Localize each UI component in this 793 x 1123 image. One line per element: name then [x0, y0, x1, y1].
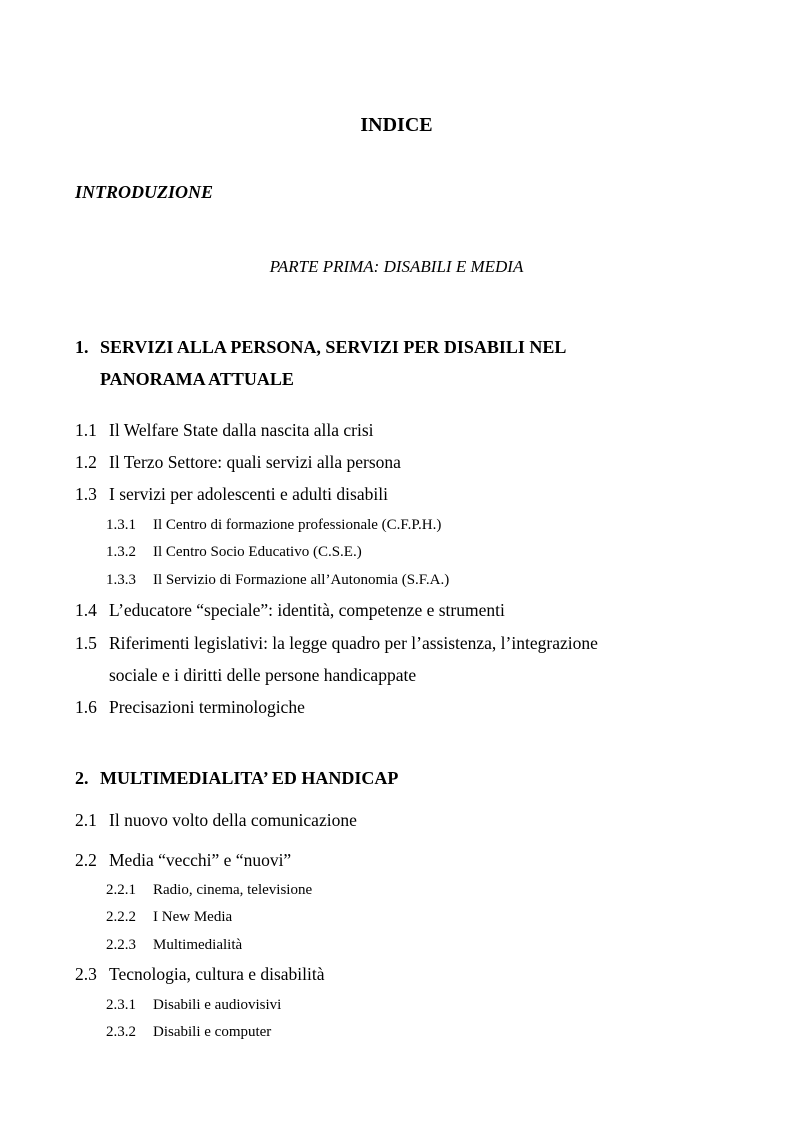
toc-subentry [106, 572, 449, 589]
section-number: 1.1 [75, 420, 97, 440]
section-title: Riferimenti legislativi: la legge quadro per l’assistenza, l’integrazione [109, 633, 598, 653]
toc-entry [75, 964, 325, 985]
subsection-title: Disabili e computer [153, 1024, 272, 1040]
section-title: Il Terzo Settore: quali servizi alla persona [109, 452, 401, 472]
toc-entry [75, 810, 357, 831]
toc-entry [75, 452, 401, 473]
toc-entry-cont: sociale e i diritti delle persone handicappate [109, 665, 417, 685]
toc-entry [75, 697, 305, 718]
section-number: 2.1 [75, 810, 97, 830]
toc-entry [75, 633, 598, 654]
subsection-title: Il Servizio di Formazione all’Autonomia (S.F.A.) [153, 572, 450, 588]
section-number: 1.6 [75, 697, 97, 717]
section-title: I servizi per adolescenti e adulti disabili [109, 484, 388, 504]
section-number: 1.2 [75, 452, 97, 472]
section-number: 1.4 [75, 600, 97, 620]
subsection-number: 2.2.2 [106, 909, 136, 925]
subsection-title: Il Centro di formazione professionale (C.F.P.H.) [153, 517, 442, 533]
chapter-number: 2. [75, 768, 89, 788]
toc-entry [75, 600, 505, 621]
chapter-title: SERVIZI ALLA PERSONA, SERVIZI PER DISABILI NEL [100, 337, 567, 357]
chapter-2-heading [75, 768, 398, 789]
subsection-title: Multimedialità [153, 937, 243, 953]
chapter-1-heading [75, 337, 566, 358]
section-title: L’educatore “speciale”: identità, competenze e strumenti [109, 600, 505, 620]
toc-introduction: INTRODUZIONE [75, 182, 214, 202]
page-title: INDICE [360, 114, 433, 136]
section-title: Il nuovo volto della comunicazione [109, 810, 357, 830]
section-title: Media “vecchi” e “nuovi” [109, 850, 292, 870]
chapter-number: 1. [75, 337, 89, 357]
subsection-number: 1.3.1 [106, 517, 136, 533]
section-number: 2.3 [75, 964, 97, 984]
toc-entry [75, 484, 388, 505]
section-title: Precisazioni terminologiche [109, 697, 305, 717]
section-title: Il Welfare State dalla nascita alla crisi [109, 420, 374, 440]
subsection-number: 1.3.2 [106, 544, 136, 560]
section-number: 1.5 [75, 633, 97, 653]
toc-subentry [106, 517, 441, 534]
subsection-number: 2.3.1 [106, 997, 136, 1013]
toc-subentry [106, 937, 242, 954]
subsection-title: Disabili e audiovisivi [153, 997, 282, 1013]
section-number: 1.3 [75, 484, 97, 504]
subsection-title: Il Centro Socio Educativo (C.S.E.) [153, 544, 362, 560]
chapter-title: MULTIMEDIALITA’ ED HANDICAP [100, 768, 399, 788]
toc-entry [75, 420, 374, 441]
toc-subentry [106, 882, 312, 899]
toc-subentry [106, 1024, 271, 1041]
toc-subentry [106, 997, 281, 1014]
subsection-number: 2.2.3 [106, 937, 136, 953]
subsection-number: 2.3.2 [106, 1024, 136, 1040]
subsection-number: 1.3.3 [106, 572, 136, 588]
toc-subentry [106, 909, 232, 926]
section-number: 2.2 [75, 850, 97, 870]
chapter-1-heading-cont: PANORAMA ATTUALE [100, 369, 294, 389]
toc-entry [75, 850, 291, 871]
subsection-title: I New Media [153, 909, 233, 925]
subsection-number: 2.2.1 [106, 882, 136, 898]
subsection-title: Radio, cinema, televisione [153, 882, 313, 898]
part-heading: PARTE PRIMA: DISABILI E MEDIA [269, 257, 524, 276]
toc-subentry [106, 544, 362, 561]
section-title: Tecnologia, cultura e disabilità [109, 964, 325, 984]
